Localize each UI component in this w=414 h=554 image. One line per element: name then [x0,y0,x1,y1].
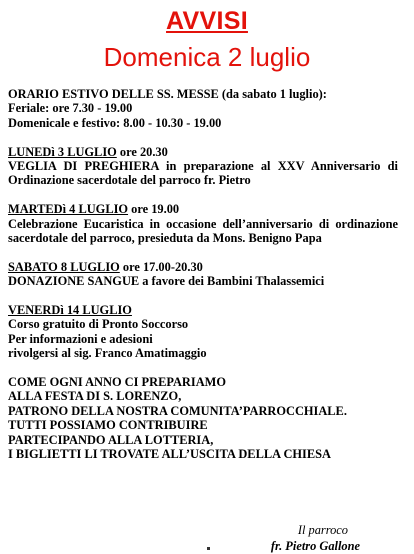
friday-contact: rivolgersi al sig. Franco Amatimaggio [8,346,207,361]
monday-heading [8,145,398,159]
weekday-schedule: Feriale: ore 7.30 - 19.00 [8,101,133,116]
monday-notice [8,145,398,188]
monday-description: VEGLIA DI PREGHIERA in preparazione al XXV Anniversario di Ordinazione sacerdotale del parroco fr. Pietro [8,159,398,188]
notices-body [8,87,398,476]
saturday-time: ore 17.00-20.30 [119,259,203,274]
holiday-schedule: Domenicale e festivo: 8.00 - 10.30 - 19.00 [8,115,222,130]
tuesday-notice [8,202,398,245]
feast-notice [8,375,398,461]
friday-info: Per informazioni e adesioni [8,331,153,346]
page-mark [207,547,210,550]
feast-line-3: PATRONO DELLA NOSTRA COMUNITA’PARROCCHIALE. [8,403,347,418]
monday-time: ore 20.30 [116,144,168,159]
signature-role: Il parroco [297,523,348,537]
tuesday-heading [8,202,398,216]
feast-line-5: PARTECIPANDO ALLA LOTTERIA, [8,432,214,447]
feast-line-4: TUTTI POSSIAMO CONTRIBUIRE [8,418,208,433]
feast-line-1: COME OGNI ANNO CI PREPARIAMO [8,375,226,390]
mass-schedule-heading: ORARIO ESTIVO DELLE SS. MESSE (da sabato 1 luglio): [8,87,327,101]
tuesday-description: Celebrazione Eucaristica in occasione dell’anniversario di ordinazione sacerdotale del parroco, presieduta da Mons. Benigno Papa [8,216,398,246]
saturday-notice [8,260,398,289]
signature-name: fr. Pietro Gallone [270,539,360,553]
friday-course: Corso gratuito di Pronto Soccorso [8,317,189,332]
tuesday-time: ore 19.00 [128,202,180,217]
friday-date: VENERDì 14 LUGLIO [8,303,132,318]
saturday-heading [8,260,398,274]
feast-line-6: I BIGLIETTI LI TROVATE ALL’USCITA DELLA CHIESA [8,447,331,462]
saturday-description: DONAZIONE SANGUE a favore dei Bambini Thalassemici [8,274,325,289]
mass-schedule-notice [8,87,398,130]
monday-date: LUNEDì 3 LUGLIO [8,144,117,159]
friday-heading [8,303,398,317]
page-subtitle: Domenica 2 luglio [103,42,311,72]
signature [271,522,360,554]
friday-notice [8,303,398,361]
tuesday-date: MARTEDì 4 LUGLIO [8,202,129,217]
page-title: AVVISI [166,7,248,35]
saturday-date: SABATO 8 LUGLIO [8,259,120,274]
feast-line-2: ALLA FESTA DI S. LORENZO, [8,389,182,404]
